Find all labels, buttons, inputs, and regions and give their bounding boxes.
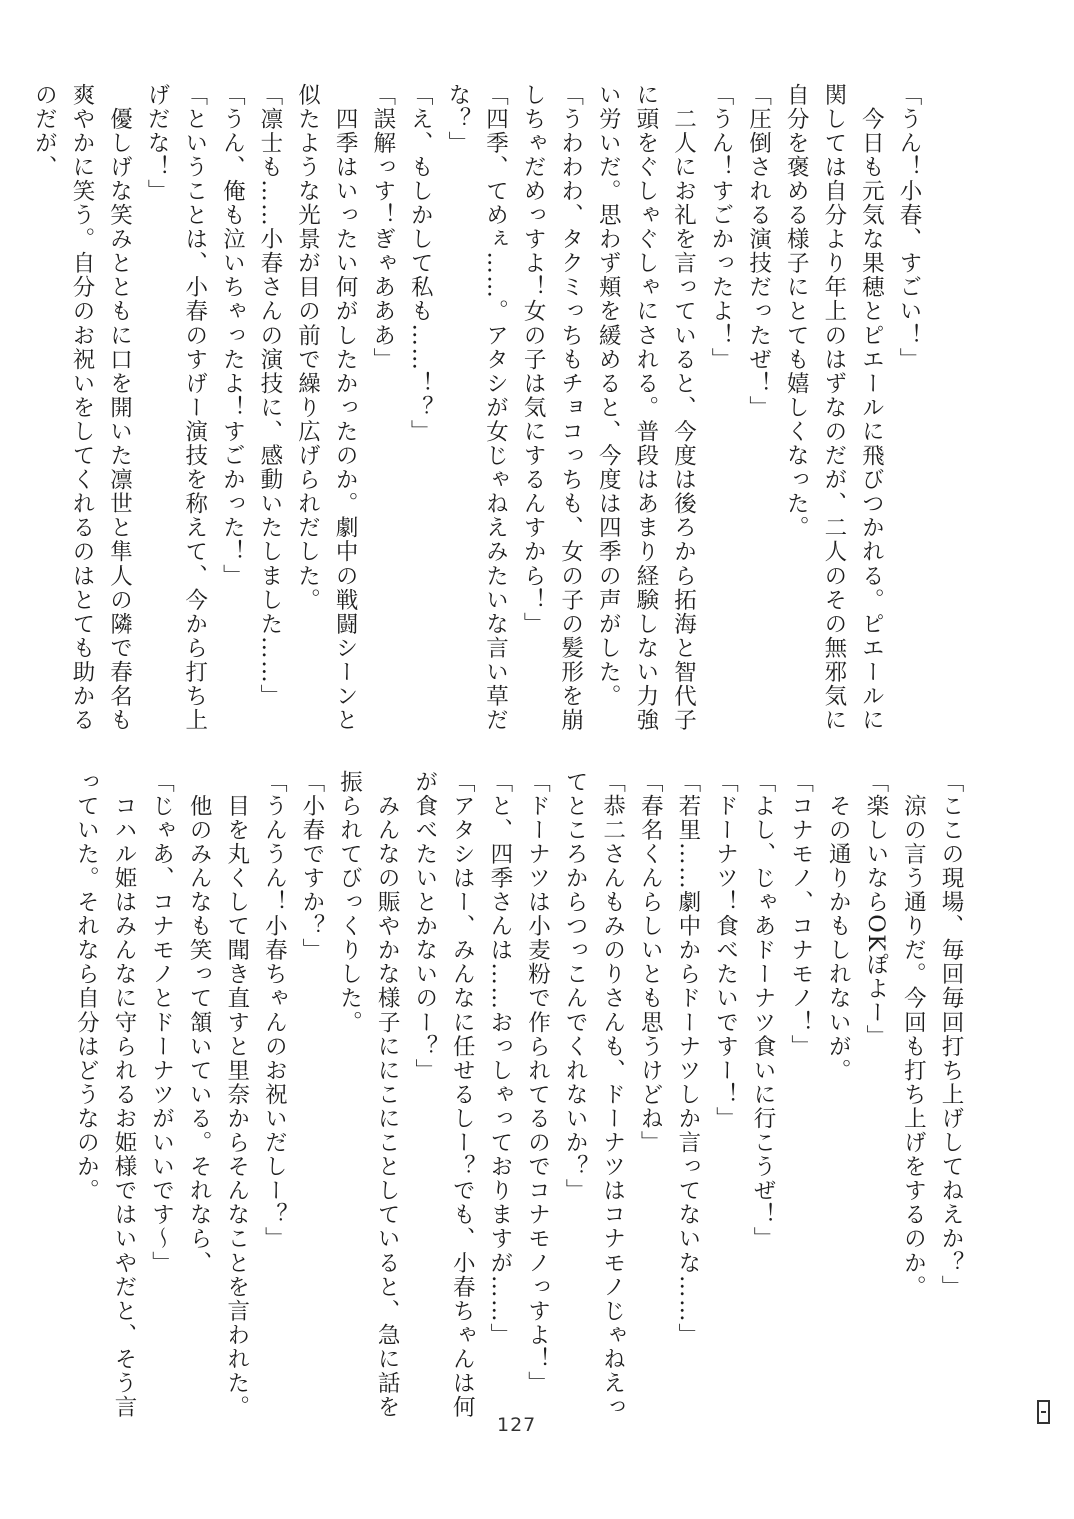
margin-mark-icon [1037,1400,1050,1424]
text-line: 爽やかに笑う。自分のお祝いをしてくれるのはとても助かる [68,83,95,733]
text-line: 「若里……劇中からドーナツしか言ってないな……」 [674,770,701,1348]
text-line: 「アタシはー、みんなに任せるしー？でも、小春ちゃんは何 [449,770,476,1420]
text-line: 「ドーナツは小麦粉で作られてるのでコナモノっすよ！」 [524,770,551,1396]
text-line: のだが、 [31,83,58,180]
text-line: 「ドーナツ！食べたいですー！」 [712,770,739,1131]
text-line: 関しては自分より年上のはずなのだが、二人のその無邪気に [820,83,847,733]
text-line: 「え、もしかして私も……！？」 [407,83,434,444]
text-line: 「小春ですか？」 [298,770,325,963]
text-line: っていた。それなら自分はどうなのか。 [73,770,100,1203]
text-line: い労いだ。思わず頬を緩めると、今度は四季の声がした。 [595,83,622,709]
text-line: しちゃだめっすよ！女の子は気にするんすから！」 [520,83,547,637]
text-line: 「じゃあ、コナモノとドーナツがいいです〜」 [148,770,175,1276]
text-line: 涼の言う通りだ。今回も打ち上げをするのか。 [900,770,927,1300]
text-line: 「凛士も……小春さんの演技に、感動いたしました……」 [256,83,283,709]
text-line: 似たような光景が目の前で繰り広げられだした。 [294,83,321,613]
text-line: 「うん！小春、すごい！」 [896,83,922,372]
text-line: 「四季、てめぇ……。アタシが女じゃねえみたいな言い草だ [482,83,509,733]
text-line: 「コナモノ、コナモノ！」 [787,770,814,1059]
text-line: 目を丸くして聞き直すと里奈からそんなことを言われた。 [223,770,250,1420]
text-line: コハル姫はみんなに守られるお姫様ではいやだと、そう言 [110,770,137,1420]
text-line: 「よし、じゃあドーナツ食いに行こうぜ！」 [750,770,777,1251]
text-line: な？」 [444,83,471,156]
text-line: 「ということは、小春のすげー演技を称えて、今から打ち上 [181,83,208,733]
text-line: げだな！」 [144,83,171,204]
text-line: に頭をぐしゃぐしゃにされる。普段はあまり経験しない力強 [632,83,659,733]
text-line: みんなの賑やかな様子ににこにことしていると、急に話を [374,770,401,1420]
text-line: 今日も元気な果穂とピエールに飛びつかれる。ピエールに [858,83,885,733]
text-line: 「誤解っす！ぎゃあああ」 [369,83,396,372]
text-line: 自分を褒める様子にとても嬉しくなった。 [783,83,810,540]
text-line: 優しげな笑みとともに口を開いた凛世と隼人の隣で春名も [106,83,133,733]
text-line: 振られてびっくりした。 [336,770,363,1035]
text-line: 「圧倒される演技だったぜ！」 [745,83,772,420]
text-line: 「うん、俺も泣いちゃったよ！すごかった！」 [219,83,246,589]
text-line: その通りかもしれないが。 [825,770,852,1083]
text-block-upper [25,83,927,733]
text-line: 「楽しいならOKぽよー」 [862,770,889,1049]
page-number: 127 [497,1414,537,1436]
text-line: 「うんうん！小春ちゃんのお祝いだしー？」 [261,770,288,1251]
text-line: 「と、四季さんは……おっしゃっておりますが……」 [486,770,513,1348]
text-line: 二人にお礼を言っていると、今度は後ろから拓海と智代子 [670,83,697,733]
text-line: 「うん！すごかったよ！」 [708,83,735,372]
text-block-lower [67,770,969,1420]
text-line: てところからつっこんでくれないか？」 [562,770,589,1203]
text-line: 他のみんなも笑って頷いている。それなら、 [186,770,213,1276]
text-line: 「ここの現場、毎回毎回打ち上げしてねえか？」 [938,770,964,1300]
text-line: 「うわわわ、タクミっちもチョコっちも、女の子の髪形を崩 [557,83,584,733]
text-line: 「恭二さんもみのりさんも、ドーナツはコナモノじゃねえっ [599,770,626,1420]
text-line: が食べたいとかないのー？」 [411,770,438,1083]
text-line: 「春名くんらしいとも思うけどね」 [637,770,664,1155]
text-line: 四季はいったい何がしたかったのか。劇中の戦闘シーンと [332,83,359,733]
